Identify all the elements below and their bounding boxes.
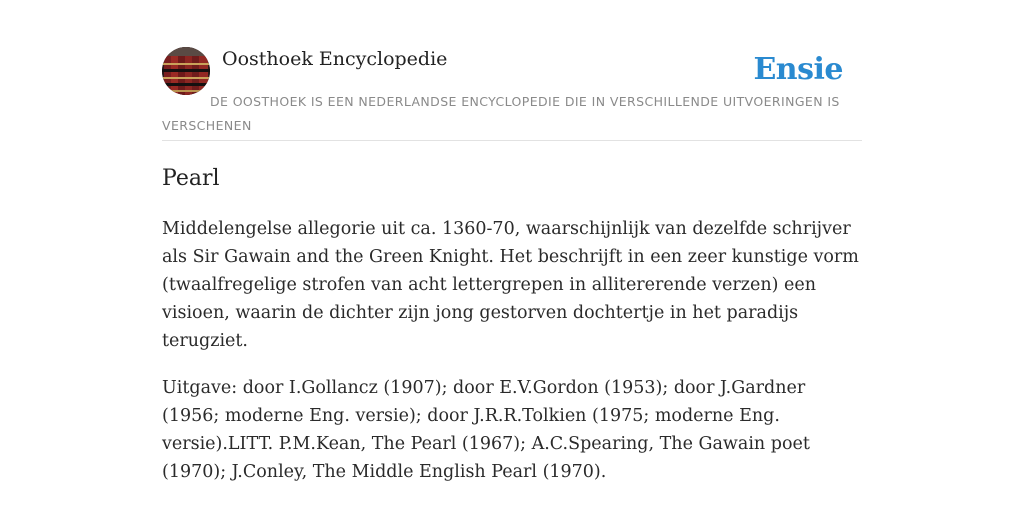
brand-logo[interactable]: Ensie [753,52,843,87]
site-header [162,46,862,141]
article-paragraph: Uitgave: door I.Gollancz (1907); door E.V.Gordon (1953); door J.Gardner (1956; moderne Eng. versie); door J.R.R.Tolkien (1975; moderne Eng. versie).LITT. P.M.Kean, The Pearl (1967); A.C.Spearing, The Gawain poet (1970); J.Conley, The Middle English Pearl (1970). [162,378,810,482]
article-title: Pearl [162,166,220,191]
books-avatar-icon[interactable] [162,47,210,95]
site-name[interactable]: Oosthoek Encyclopedie [222,48,448,70]
site-tagline: DE OOSTHOEK IS EEN NEDERLANDSE ENCYCLOPEDIE DIE IN VERSCHILLENDE UITVOERINGEN IS VERSCHENEN [162,94,840,133]
article [162,160,867,486]
article-paragraph: Middelengelse allegorie uit ca. 1360-70, waarschijnlijk van dezelfde schrijver als Sir Gawain and the Green Knight. Het beschrijft in een zeer kunstige vorm (twaalfregelige strofen van acht lettergrepen in allitererende verzen) een visioen, waarin de dichter zijn jong gestorven dochtertje in het paradijs terugziet. [162,219,859,351]
